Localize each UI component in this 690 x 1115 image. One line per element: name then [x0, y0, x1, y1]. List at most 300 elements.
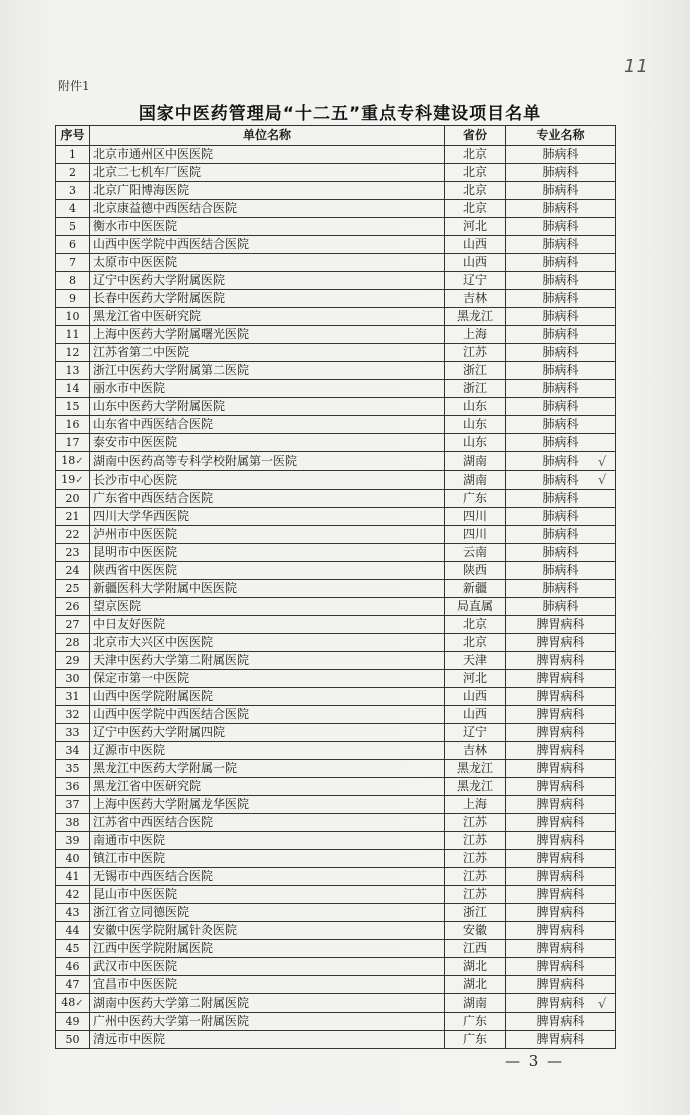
hospital-name: 江苏省中西医结合医院 — [90, 814, 445, 832]
table-row — [56, 344, 616, 362]
province: 安徽 — [445, 922, 506, 940]
hospital-name: 浙江省立同德医院 — [90, 904, 445, 922]
specialty: 肺病科 — [506, 344, 616, 362]
province: 山西 — [445, 706, 506, 724]
row-number-text: 36 — [65, 780, 80, 793]
row-number-text: 7 — [69, 256, 76, 269]
row-number — [56, 200, 90, 218]
table-row — [56, 562, 616, 580]
row-number-text: 38 — [65, 816, 80, 829]
table-row — [56, 544, 616, 562]
hospital-name: 南通市中医院 — [90, 832, 445, 850]
row-number — [56, 508, 90, 526]
hospital-name: 北京康益德中西医结合医院 — [90, 200, 445, 218]
row-number — [56, 706, 90, 724]
table-row — [56, 380, 616, 398]
hospital-name: 辽宁中医药大学附属四院 — [90, 724, 445, 742]
hospital-name: 武汉市中医医院 — [90, 958, 445, 976]
specialty: 脾胃病科 — [506, 706, 616, 724]
province: 江苏 — [445, 886, 506, 904]
handwritten-tick: ✓ — [75, 456, 84, 467]
row-number — [56, 814, 90, 832]
table-row — [56, 290, 616, 308]
table-row — [56, 814, 616, 832]
province: 北京 — [445, 146, 506, 164]
province: 黑龙江 — [445, 778, 506, 796]
row-number-text: 1 — [69, 148, 76, 161]
table-row — [56, 868, 616, 886]
hospital-name: 新疆医科大学附属中医医院 — [90, 580, 445, 598]
row-number-text: 29 — [65, 654, 80, 667]
hospital-name: 江苏省第二中医院 — [90, 344, 445, 362]
province: 新疆 — [445, 580, 506, 598]
row-number-text: 21 — [65, 510, 80, 523]
table-row — [56, 471, 616, 490]
row-number-text: 22 — [65, 528, 80, 541]
row-number — [56, 452, 90, 471]
hospital-name: 黑龙江省中医研究院 — [90, 778, 445, 796]
hospital-name: 四川大学华西医院 — [90, 508, 445, 526]
table-row — [56, 272, 616, 290]
specialty: 肺病科 — [506, 308, 616, 326]
hospital-name: 宜昌市中医医院 — [90, 976, 445, 994]
row-number — [56, 652, 90, 670]
table-row — [56, 832, 616, 850]
row-number-text: 3 — [69, 184, 76, 197]
province: 河北 — [445, 670, 506, 688]
hospital-name: 湖南中医药大学第二附属医院 — [90, 994, 445, 1013]
row-number — [56, 760, 90, 778]
handwritten-tick: ✓ — [75, 998, 84, 1009]
row-number — [56, 434, 90, 452]
row-number — [56, 742, 90, 760]
province: 山东 — [445, 416, 506, 434]
specialty: 脾胃病科 — [506, 832, 616, 850]
province: 北京 — [445, 164, 506, 182]
specialty: 肺病科 — [506, 452, 616, 471]
table-row — [56, 886, 616, 904]
specialty: 肺病科 — [506, 272, 616, 290]
header-province: 省份 — [445, 126, 506, 146]
specialty: 肺病科 — [506, 598, 616, 616]
specialty: 脾胃病科 — [506, 904, 616, 922]
province: 浙江 — [445, 380, 506, 398]
province: 湖北 — [445, 958, 506, 976]
hospital-name: 上海中医药大学附属曙光医院 — [90, 326, 445, 344]
hospital-name: 山东中医药大学附属医院 — [90, 398, 445, 416]
province: 吉林 — [445, 742, 506, 760]
table-row — [56, 200, 616, 218]
hospital-name: 山东省中西医结合医院 — [90, 416, 445, 434]
table-row — [56, 922, 616, 940]
row-number — [56, 490, 90, 508]
specialty: 肺病科 — [506, 508, 616, 526]
province: 北京 — [445, 616, 506, 634]
hospital-name: 泸州市中医医院 — [90, 526, 445, 544]
province: 辽宁 — [445, 724, 506, 742]
specialty: 肺病科 — [506, 164, 616, 182]
document-title: 国家中医药管理局“十二五”重点专科建设项目名单 — [138, 104, 542, 124]
row-number — [56, 236, 90, 254]
row-number-text: 13 — [65, 364, 80, 377]
row-number-text: 34 — [65, 744, 80, 757]
table-row — [56, 326, 616, 344]
row-number — [56, 994, 90, 1013]
table-row — [56, 994, 616, 1013]
hospital-name: 黑龙江省中医研究院 — [90, 308, 445, 326]
specialty: 肺病科 — [506, 416, 616, 434]
province: 山西 — [445, 688, 506, 706]
row-number-text: 8 — [69, 274, 76, 287]
table-row — [56, 362, 616, 380]
province: 天津 — [445, 652, 506, 670]
table-row — [56, 580, 616, 598]
row-number-text: 20 — [65, 492, 80, 505]
row-number — [56, 778, 90, 796]
province: 吉林 — [445, 290, 506, 308]
row-number — [56, 380, 90, 398]
specialty: 脾胃病科 — [506, 670, 616, 688]
specialty: 肺病科 — [506, 236, 616, 254]
specialty: 肺病科 — [506, 290, 616, 308]
table-row — [56, 760, 616, 778]
row-number-text: 12 — [65, 346, 80, 359]
row-number-text: 39 — [65, 834, 80, 847]
specialty: 肺病科 — [506, 526, 616, 544]
hospital-name: 北京广阳博海医院 — [90, 182, 445, 200]
hospital-name: 长沙市中心医院 — [90, 471, 445, 490]
row-number — [56, 616, 90, 634]
table-row — [56, 490, 616, 508]
specialty: 脾胃病科 — [506, 922, 616, 940]
table-row — [56, 452, 616, 471]
row-number-text: 16 — [65, 418, 80, 431]
hospital-name: 山西中医学院中西医结合医院 — [90, 706, 445, 724]
row-number — [56, 904, 90, 922]
table-row — [56, 670, 616, 688]
header-specialty: 专业名称 — [506, 126, 616, 146]
row-number — [56, 526, 90, 544]
province: 北京 — [445, 182, 506, 200]
specialty: 肺病科 — [506, 254, 616, 272]
page-number: — 3 — — [505, 1052, 565, 1070]
province: 湖南 — [445, 471, 506, 490]
province: 山东 — [445, 398, 506, 416]
table-row — [56, 164, 616, 182]
row-number — [56, 362, 90, 380]
row-number — [56, 326, 90, 344]
row-number-text: 14 — [65, 382, 80, 395]
row-number-text: 47 — [65, 978, 80, 991]
handwritten-tick: ✓ — [75, 475, 84, 486]
province: 局直属 — [445, 598, 506, 616]
hospital-name: 天津中医药大学第二附属医院 — [90, 652, 445, 670]
row-number-text: 32 — [65, 708, 80, 721]
hospital-name: 中日友好医院 — [90, 616, 445, 634]
row-number — [56, 724, 90, 742]
hospital-name: 江西中医学院附属医院 — [90, 940, 445, 958]
province: 上海 — [445, 796, 506, 814]
province: 浙江 — [445, 362, 506, 380]
table-row — [56, 146, 616, 164]
specialty: 肺病科 — [506, 398, 616, 416]
row-number — [56, 182, 90, 200]
row-number — [56, 272, 90, 290]
province: 广东 — [445, 1013, 506, 1031]
row-number-text: 44 — [65, 924, 80, 937]
row-number — [56, 796, 90, 814]
province: 浙江 — [445, 904, 506, 922]
province: 江苏 — [445, 344, 506, 362]
table-row — [56, 850, 616, 868]
row-number — [56, 976, 90, 994]
hospital-name: 泰安市中医医院 — [90, 434, 445, 452]
specialty: 脾胃病科 — [506, 652, 616, 670]
specialty: 肺病科 — [506, 218, 616, 236]
row-number-text: 40 — [65, 852, 80, 865]
row-number — [56, 886, 90, 904]
specialty: 肺病科 — [506, 326, 616, 344]
row-number-text: 19 — [61, 473, 76, 486]
table-row — [56, 706, 616, 724]
table-row — [56, 308, 616, 326]
row-number-text: 27 — [65, 618, 80, 631]
specialty: 肺病科 — [506, 380, 616, 398]
row-number — [56, 670, 90, 688]
row-number-text: 45 — [65, 942, 80, 955]
table-row — [56, 1031, 616, 1049]
table-row — [56, 778, 616, 796]
table-row — [56, 904, 616, 922]
hospital-name: 无锡市中西医结合医院 — [90, 868, 445, 886]
hospital-name: 北京二七机车厂医院 — [90, 164, 445, 182]
table-row — [56, 182, 616, 200]
province: 陕西 — [445, 562, 506, 580]
hospital-name: 昆明市中医医院 — [90, 544, 445, 562]
province: 山西 — [445, 236, 506, 254]
specialty: 脾胃病科 — [506, 958, 616, 976]
province: 江苏 — [445, 832, 506, 850]
specialty: 肺病科 — [506, 362, 616, 380]
specialty: 肺病科 — [506, 434, 616, 452]
province: 广东 — [445, 1031, 506, 1049]
row-number — [56, 958, 90, 976]
hospital-name: 广东省中西医结合医院 — [90, 490, 445, 508]
table-row — [56, 508, 616, 526]
province: 四川 — [445, 508, 506, 526]
row-number-text: 37 — [65, 798, 80, 811]
table-row — [56, 398, 616, 416]
table-row — [56, 1013, 616, 1031]
province: 辽宁 — [445, 272, 506, 290]
table-row — [56, 598, 616, 616]
table-header-row — [56, 126, 616, 146]
table-row — [56, 940, 616, 958]
province: 湖北 — [445, 976, 506, 994]
province: 黑龙江 — [445, 308, 506, 326]
specialty: 脾胃病科 — [506, 634, 616, 652]
row-number — [56, 544, 90, 562]
attachment-label: 附件1 — [58, 79, 90, 93]
specialty: 脾胃病科 — [506, 1031, 616, 1049]
hospital-name: 北京市通州区中医医院 — [90, 146, 445, 164]
hospital-name: 丽水市中医院 — [90, 380, 445, 398]
table-row — [56, 976, 616, 994]
province: 江苏 — [445, 850, 506, 868]
margin-check-mark: √ — [598, 473, 607, 488]
corner-handwritten-note: 11 — [624, 56, 649, 77]
row-number — [56, 634, 90, 652]
specialty: 肺病科 — [506, 544, 616, 562]
row-number — [56, 398, 90, 416]
specialty: 脾胃病科 — [506, 886, 616, 904]
row-number — [56, 416, 90, 434]
province: 江苏 — [445, 814, 506, 832]
row-number-text: 25 — [65, 582, 80, 595]
specialty: 肺病科 — [506, 562, 616, 580]
specialty: 肺病科 — [506, 146, 616, 164]
province: 云南 — [445, 544, 506, 562]
table-row — [56, 218, 616, 236]
province: 四川 — [445, 526, 506, 544]
province: 北京 — [445, 200, 506, 218]
table-row — [56, 652, 616, 670]
hospital-name: 保定市第一中医院 — [90, 670, 445, 688]
specialty: 肺病科 — [506, 200, 616, 218]
specialty: 脾胃病科 — [506, 976, 616, 994]
row-number-text: 17 — [65, 436, 80, 449]
province: 湖南 — [445, 452, 506, 471]
specialty: 肺病科 — [506, 580, 616, 598]
row-number — [56, 922, 90, 940]
row-number-text: 46 — [65, 960, 80, 973]
hospital-name: 山西中医学院中西医结合医院 — [90, 236, 445, 254]
hospital-name: 望京医院 — [90, 598, 445, 616]
row-number — [56, 688, 90, 706]
specialty: 肺病科 — [506, 490, 616, 508]
row-number-text: 11 — [65, 328, 80, 341]
specialty: 脾胃病科 — [506, 616, 616, 634]
table-row — [56, 254, 616, 272]
province: 河北 — [445, 218, 506, 236]
province: 山西 — [445, 254, 506, 272]
specialty: 脾胃病科 — [506, 796, 616, 814]
province: 广东 — [445, 490, 506, 508]
hospital-name: 黑龙江中医药大学附属一院 — [90, 760, 445, 778]
province: 黑龙江 — [445, 760, 506, 778]
row-number — [56, 580, 90, 598]
table-body — [56, 146, 616, 1049]
specialty: 肺病科 — [506, 471, 616, 490]
row-number-text: 50 — [65, 1033, 80, 1046]
hospital-name: 昆山市中医医院 — [90, 886, 445, 904]
table-row — [56, 616, 616, 634]
table-row — [56, 724, 616, 742]
row-number-text: 33 — [65, 726, 80, 739]
row-number-text: 5 — [69, 220, 76, 233]
table-row — [56, 416, 616, 434]
row-number-text: 49 — [65, 1015, 80, 1028]
province: 上海 — [445, 326, 506, 344]
row-number-text: 2 — [69, 166, 76, 179]
row-number — [56, 1031, 90, 1049]
specialty: 肺病科 — [506, 182, 616, 200]
hospital-name: 陕西省中医医院 — [90, 562, 445, 580]
table-row — [56, 236, 616, 254]
specialty: 脾胃病科 — [506, 760, 616, 778]
specialty: 脾胃病科 — [506, 994, 616, 1013]
row-number-text: 42 — [65, 888, 80, 901]
hospital-name: 上海中医药大学附属龙华医院 — [90, 796, 445, 814]
specialty: 脾胃病科 — [506, 850, 616, 868]
row-number-text: 30 — [65, 672, 80, 685]
table-row — [56, 434, 616, 452]
hospital-name: 安徽中医学院附属针灸医院 — [90, 922, 445, 940]
row-number-text: 28 — [65, 636, 80, 649]
table-row — [56, 796, 616, 814]
row-number — [56, 308, 90, 326]
specialty: 脾胃病科 — [506, 1013, 616, 1031]
row-number-text: 4 — [69, 202, 76, 215]
row-number — [56, 940, 90, 958]
specialty: 脾胃病科 — [506, 868, 616, 886]
province: 湖南 — [445, 994, 506, 1013]
row-number — [56, 164, 90, 182]
row-number — [56, 868, 90, 886]
specialty: 脾胃病科 — [506, 778, 616, 796]
row-number-text: 48 — [61, 996, 76, 1009]
row-number-text: 31 — [65, 690, 80, 703]
table-row — [56, 634, 616, 652]
row-number — [56, 146, 90, 164]
row-number-text: 10 — [65, 310, 80, 323]
table-row — [56, 526, 616, 544]
table-row — [56, 742, 616, 760]
hospital-name: 山西中医学院附属医院 — [90, 688, 445, 706]
table-row — [56, 688, 616, 706]
row-number — [56, 344, 90, 362]
specialty: 脾胃病科 — [506, 814, 616, 832]
row-number-text: 43 — [65, 906, 80, 919]
table-row — [56, 958, 616, 976]
margin-check-mark: √ — [598, 455, 607, 470]
hospital-name: 辽源市中医院 — [90, 742, 445, 760]
row-number-text: 6 — [69, 238, 76, 251]
header-no: 序号 — [56, 126, 90, 146]
row-number — [56, 290, 90, 308]
header-name: 单位名称 — [90, 126, 445, 146]
province: 山东 — [445, 434, 506, 452]
row-number-text: 18 — [61, 454, 76, 467]
row-number — [56, 471, 90, 490]
row-number-text: 9 — [69, 292, 76, 305]
hospital-name: 广州中医药大学第一附属医院 — [90, 1013, 445, 1031]
row-number — [56, 1013, 90, 1031]
row-number — [56, 832, 90, 850]
hospital-name: 清远市中医院 — [90, 1031, 445, 1049]
row-number-text: 26 — [65, 600, 80, 613]
row-number-text: 41 — [65, 870, 80, 883]
row-number-text: 35 — [65, 762, 80, 775]
hospital-name: 湖南中医药高等专科学校附属第一医院 — [90, 452, 445, 471]
specialty: 脾胃病科 — [506, 940, 616, 958]
hospital-name: 衡水市中医医院 — [90, 218, 445, 236]
row-number-text: 24 — [65, 564, 80, 577]
specialty: 脾胃病科 — [506, 688, 616, 706]
hospital-name: 长春中医药大学附属医院 — [90, 290, 445, 308]
hospital-list-table — [55, 125, 616, 1049]
hospital-name: 北京市大兴区中医医院 — [90, 634, 445, 652]
